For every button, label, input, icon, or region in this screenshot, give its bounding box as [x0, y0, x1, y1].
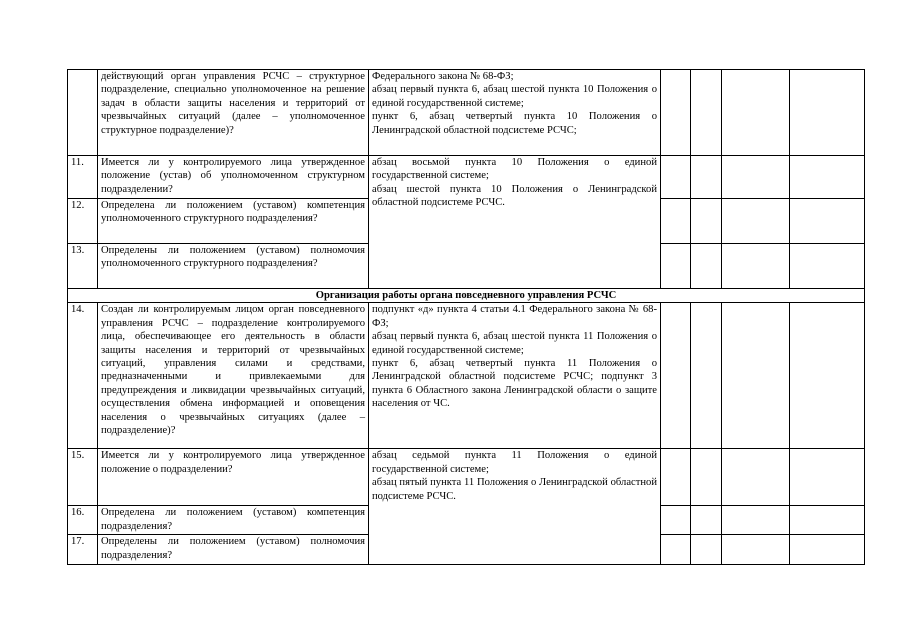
- checklist-table: [67, 69, 865, 565]
- answer-yes-cell[interactable]: [661, 156, 691, 199]
- answer-yes-cell[interactable]: [661, 70, 691, 156]
- answer-no-cell[interactable]: [691, 70, 722, 156]
- reference-line: абзац седьмой пункта 11 Положения о единой государственной системе;: [372, 450, 657, 475]
- question-text: Создан ли контролируемым лицом орган повседневного управления РСЧС – подразделение контролируемого лица, обеспечивающее его деятельность в области защиты населения и территорий от чрезвычайных ситуаций, управления силами и средствами, предназначенными и привлекаемыми для предупреждения и ликвидации чрезвычайных ситуаций, осуществления обмена информацией и оповещения населения о чрезвычайных ситуациях (далее – подразделение)?: [98, 303, 369, 449]
- row-number: 13.: [68, 244, 98, 289]
- answer-no-cell[interactable]: [691, 303, 722, 449]
- note-cell[interactable]: [790, 449, 865, 506]
- question-text: действующий орган управления РСЧС – структурное подразделение, специально уполномоченное на решение задач в области защиты населения и территорий от чрезвычайных ситуаций (далее – уполномоченное структурное подразделение)?: [98, 70, 369, 156]
- table-row: [68, 449, 865, 506]
- legal-references: [369, 156, 661, 289]
- answer-not-applicable-cell[interactable]: [722, 449, 790, 506]
- answer-no-cell[interactable]: [691, 156, 722, 199]
- note-cell[interactable]: [790, 199, 865, 244]
- reference-line: абзац шестой пункта 10 Положения о Ленинградской областной подсистеме РСЧС.: [372, 183, 657, 209]
- answer-not-applicable-cell[interactable]: [722, 535, 790, 565]
- answer-no-cell[interactable]: [691, 244, 722, 289]
- table-row: [68, 70, 865, 156]
- table-row: [68, 156, 865, 199]
- legal-references: [369, 70, 661, 156]
- answer-not-applicable-cell[interactable]: [722, 70, 790, 156]
- reference-line: пункт 6, абзац четвертый пункта 11 Положения о Ленинградской областной подсистеме РСЧС; подпункт 3 пункта 6 Областного закона Ленинградской области о защите населения от ЧС.: [372, 358, 657, 410]
- answer-not-applicable-cell[interactable]: [722, 506, 790, 535]
- reference-line: абзац первый пункта 6, абзац шестой пункта 10 Положения о единой государственной системе;: [372, 84, 657, 109]
- question-text: Имеется ли у контролируемого лица утвержденное положение о подразделении?: [98, 449, 369, 506]
- question-text: Определены ли положением (уставом) полномочия уполномоченного структурного подразделения?: [98, 244, 369, 289]
- note-cell[interactable]: [790, 70, 865, 156]
- note-cell[interactable]: [790, 303, 865, 449]
- reference-line: абзац восьмой пункта 10 Положения о единой государственной системе;: [372, 157, 657, 182]
- row-number: 17.: [68, 535, 98, 565]
- reference-line: абзац первый пункта 6, абзац шестой пункта 11 Положения о единой государственной системе;: [372, 331, 657, 356]
- note-cell[interactable]: [790, 506, 865, 535]
- legal-references: [369, 303, 661, 449]
- row-number: 11.: [68, 156, 98, 199]
- reference-line: подпункт «д» пункта 4 статьи 4.1 Федерального закона № 68-ФЗ;: [372, 304, 657, 329]
- question-text: Определена ли положением (уставом) компетенция подразделения?: [98, 506, 369, 535]
- note-cell[interactable]: [790, 535, 865, 565]
- note-cell[interactable]: [790, 244, 865, 289]
- answer-yes-cell[interactable]: [661, 199, 691, 244]
- answer-yes-cell[interactable]: [661, 449, 691, 506]
- answer-not-applicable-cell[interactable]: [722, 156, 790, 199]
- answer-yes-cell[interactable]: [661, 506, 691, 535]
- legal-references: [369, 449, 661, 565]
- answer-no-cell[interactable]: [691, 506, 722, 535]
- section-header-row: [68, 289, 865, 303]
- row-number: [68, 70, 98, 156]
- section-title: Организация работы органа повседневного управления РСЧС: [68, 289, 865, 303]
- answer-no-cell[interactable]: [691, 449, 722, 506]
- answer-no-cell[interactable]: [691, 199, 722, 244]
- answer-not-applicable-cell[interactable]: [722, 244, 790, 289]
- answer-yes-cell[interactable]: [661, 535, 691, 565]
- answer-yes-cell[interactable]: [661, 244, 691, 289]
- reference-line: Федерального закона № 68-ФЗ;: [372, 71, 514, 82]
- table-row: [68, 303, 865, 449]
- answer-not-applicable-cell[interactable]: [722, 199, 790, 244]
- row-number: 15.: [68, 449, 98, 506]
- question-text: Определены ли положением (уставом) полномочия подразделения?: [98, 535, 369, 565]
- question-text: Определена ли положением (уставом) компетенция уполномоченного структурного подразделения?: [98, 199, 369, 244]
- row-number: 14.: [68, 303, 98, 449]
- row-number: 16.: [68, 506, 98, 535]
- answer-no-cell[interactable]: [691, 535, 722, 565]
- question-text: Имеется ли у контролируемого лица утвержденное положение (устав) об уполномоченном структурном подразделении?: [98, 156, 369, 199]
- reference-line: абзац пятый пункта 11 Положения о Ленинградской областной подсистеме РСЧС.: [372, 477, 657, 502]
- reference-line: пункт 6, абзац четвертый пункта 10 Положения о Ленинградской областной подсистеме РСЧС;: [372, 111, 657, 136]
- note-cell[interactable]: [790, 156, 865, 199]
- answer-yes-cell[interactable]: [661, 303, 691, 449]
- answer-not-applicable-cell[interactable]: [722, 303, 790, 449]
- row-number: 12.: [68, 199, 98, 244]
